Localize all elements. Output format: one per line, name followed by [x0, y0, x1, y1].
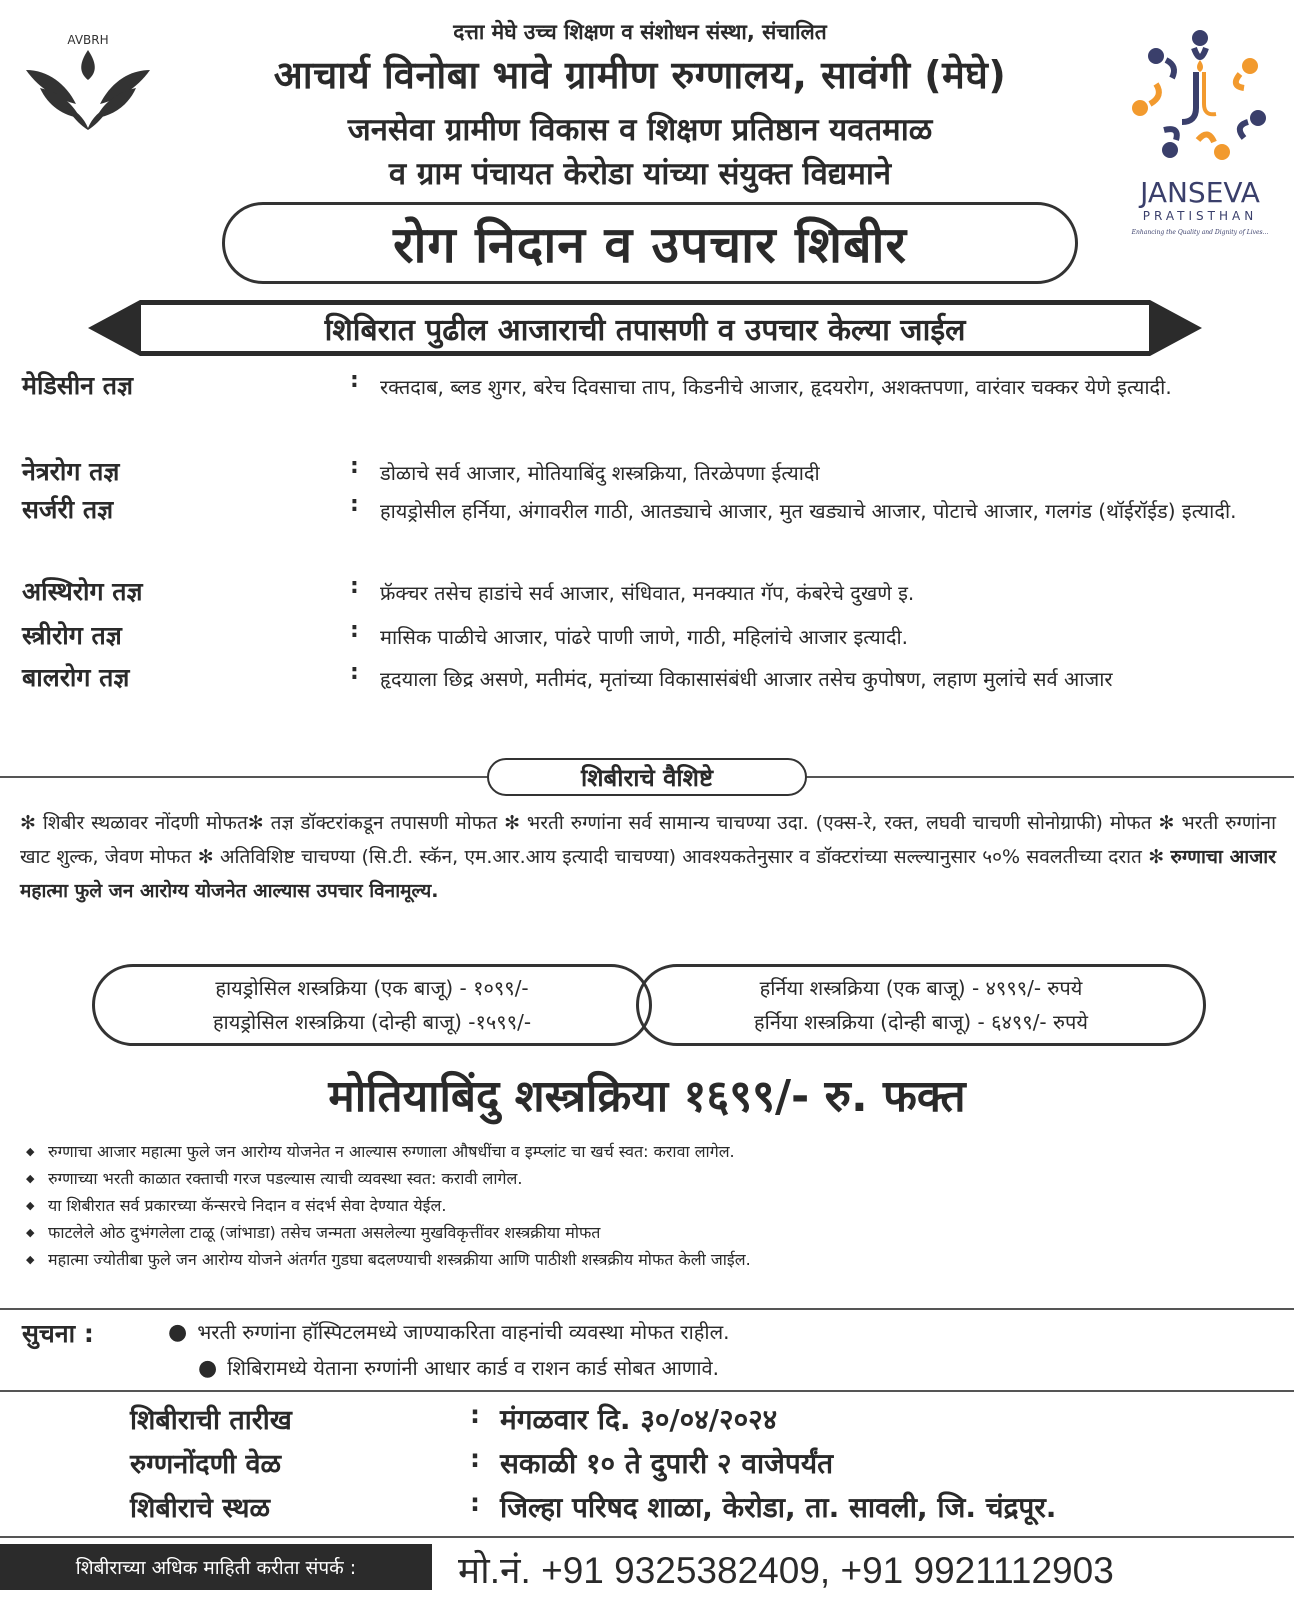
registration-time-label: रुग्णनोंदणी वेळ [130, 1449, 282, 1480]
specialist-row [22, 368, 1282, 454]
divider [0, 1308, 1294, 1310]
divider [0, 1390, 1294, 1392]
price-line: हायड्रोसिल शस्त्रक्रिया (एक बाजू) - १०९९/- [215, 976, 529, 1000]
specialist-name: अस्थिरोग तज्ञ [22, 577, 143, 606]
note-item: ◆ रुग्णाचा आजार महात्मा फुले जन आरोग्य योजनेत न आल्यास रुग्णाला औषधींचा व इम्प्लांट चा खर्च स्वत: करावा लागेल. [26, 1138, 1266, 1165]
note-item: ◆ फाटलेले ओठ दुभंगलेला टाळू (जांभाडा) तसेच जन्मता असलेल्या मुखविकृत्तींवर शस्त्रक्रीया मोफत [26, 1219, 1266, 1246]
avbrh-logo-text: AVBRH [67, 33, 109, 47]
contact-numbers[interactable]: मो.नं. +91 9325382409, +91 9921112903 [458, 1550, 1114, 1591]
specialist-row [22, 454, 1282, 492]
camp-place-label: शिबीराचे स्थळ [130, 1493, 271, 1524]
divider [0, 1536, 1294, 1538]
panchayat-line: व ग्राम पंचायत केरोडा यांच्या संयुक्त विद्यमाने [388, 156, 892, 192]
price-line: हर्निया शस्त्रक्रिया (दोन्ही बाजू) - ६४९९/- रुपये [754, 1010, 1088, 1034]
specialist-name: नेत्ररोग तज्ञ [22, 457, 120, 486]
registration-time-row [130, 1444, 1230, 1484]
camp-date-label: शिबीराची तारीख [130, 1405, 292, 1436]
specialist-description: फ्रॅक्चर तसेच हाडांचे सर्व आजार, संधिवात, मनक्यात गॅप, कंबरेचे दुखणे इ. [380, 581, 915, 605]
specialist-row [22, 660, 1282, 740]
organization-line: दत्ता मेघे उच्च शिक्षण व संशोधन संस्था, संचालित [453, 20, 827, 44]
janseva-logo-name: JANSEVA [1140, 176, 1260, 209]
janseva-logo-tagline: Enhancing the Quality and Dignity of Lives... [1131, 229, 1269, 236]
specialist-row [22, 492, 1282, 574]
avbrh-logo [18, 22, 158, 132]
features-body: ✻ शिबीर स्थळावर नोंदणी मोफत✻ तज्ञ डॉक्टरांकडून तपासणी मोफत ✻ भरती रुग्णांना सर्व सामान्य चाचण्या उदा. (एक्स-रे, रक्त, लघवी चाचणी सोनोग्राफी) मोफत ✻ भरती रुग्णांना खाट शुल्क, जेवण मोफत ✻ अतिविशिष्ट चाचण्या (सि.टी. स्कॅन, एम.आर.आय इत्यादी चाचण्या) आवश्यकतेनुसार व डॉक्टरांच्या सल्ल्यानुसार ५०% सवलतीच्या दरात ✻ [20, 812, 1276, 868]
specialist-description: हायड्रोसील हर्निया, अंगावरील गाठी, आतड्याचे आजार, मुत खड्याचे आजार, पोटाचे आजार, गलगंड (थॉईरॉईड) इत्यादी. [380, 499, 1237, 523]
features-title: शिबीराचे वैशिष्टे [581, 763, 713, 792]
camp-title-box [222, 202, 1078, 284]
contact-label: शिबीराच्या अधिक माहिती करीता संपर्क : [75, 1557, 357, 1579]
janseva-logo [1120, 16, 1280, 246]
price-line: हर्निया शस्त्रक्रिया (एक बाजू) - ४९९९/- रुपये [759, 976, 1083, 1000]
colon: : [350, 368, 359, 393]
features-body-bold: रुग्णाचा आजार महात्मा फुले जन आरोग्य योजनेत आल्यास उपचार विनामूल्य. [20, 846, 1276, 902]
features-title-box [487, 758, 807, 796]
specialist-row [22, 618, 1282, 660]
note-item: ◆ महात्मा ज्योतीबा फुले जन आरोग्य योजने अंतर्गत गुडघा बदलण्याची शस्त्रक्रीया आणि पाठीशी शस्त्रक्रीय मोफत केली जाईल. [26, 1246, 1266, 1273]
colon: : [470, 1444, 480, 1473]
specialist-description: रक्तदाब, ब्लड शुगर, बरेच दिवसाचा ताप, किडनीचे आजार, हृदयरोग, अशक्तपणा, वारंवार चक्कर येणे इत्यादी. [380, 375, 1172, 399]
camp-place-row [130, 1488, 1230, 1528]
suchana-item [168, 1318, 729, 1345]
colon: : [350, 454, 359, 479]
colon: : [350, 492, 359, 517]
note-item: ◆ रुग्णाच्या भरती काळात रक्ताची गरज पडल्यास त्याची व्यवस्था स्वत: करावी लागेल. [26, 1165, 1266, 1192]
specialist-name: स्त्रीरोग तज्ञ [22, 621, 122, 650]
suchana-label: सुचना : [22, 1319, 94, 1348]
hydrocele-price-pill [92, 964, 652, 1046]
contact-label-box [0, 1544, 432, 1590]
hospital-name: आचार्य विनोबा भावे ग्रामीण रुग्णालय, सावंगी (मेघे) [273, 53, 1007, 97]
colon: : [470, 1488, 480, 1517]
specialist-row [22, 574, 1282, 618]
notes-list [26, 1138, 1266, 1273]
bullet-icon: ● [198, 1356, 218, 1381]
camp-title: रोग निदान व उपचार शिबीर [393, 216, 907, 274]
specialist-description: मासिक पाळीचे आजार, पांढरे पाणी जाणे, गाठी, महिलांचे आजार इत्यादी. [380, 625, 909, 649]
camp-date-row [130, 1400, 1230, 1440]
suchana-text: शिबिरामध्ये येताना रुग्णांनी आधार कार्ड व राशन कार्ड सोबत आणावे. [227, 1356, 720, 1380]
pratishthan-line: जनसेवा ग्रामीण विकास व शिक्षण प्रतिष्ठान यवतमाळ [347, 112, 933, 148]
banner-text: शिबिरात पुढील आजाराची तपासणी व उपचार केल्या जाईल [324, 312, 966, 348]
specialist-name: मेडिसीन तज्ञ [22, 371, 134, 400]
specialist-description: डोळाचे सर्व आजार, मोतियाबिंदु शस्त्रक्रिया, तिरळेपणा ईत्यादी [380, 461, 820, 485]
features-text [20, 806, 1276, 908]
suchana-item [198, 1354, 719, 1381]
specialists-list [22, 368, 1282, 740]
specialist-name: सर्जरी तज्ञ [22, 495, 114, 524]
hernia-price-pill [636, 964, 1206, 1046]
bullet-icon: ● [168, 1320, 188, 1345]
suchana-text: भरती रुग्णांना हॉस्पिटलमध्ये जाण्याकरिता वाहनांची व्यवस्था मोफत राहील. [197, 1320, 730, 1344]
specialist-description: हृदयाला छिद्र असणे, मतीमंद, मृतांच्या विकासासंबंधी आजार तसेच कुपोषण, लहाण मुलांचे सर्व आजार [380, 667, 1113, 691]
registration-time-value: सकाळी १० ते दुपारी २ वाजेपर्यंत [500, 1447, 834, 1480]
header [0, 0, 1294, 236]
note-item: ◆ या शिबीरात सर्व प्रकारच्या कॅन्सरचे निदान व संदर्भ सेवा देण्यात येईल. [26, 1192, 1266, 1219]
colon: : [470, 1400, 480, 1429]
camp-place-value: जिल्हा परिषद शाळा, केरोडा, ता. सावली, जि. चंद्रपूर. [500, 1491, 1057, 1524]
cataract-price: मोतियाबिंदु शस्त्रक्रिया १६९९/- रु. फक्त [328, 1071, 966, 1122]
price-line: हायड्रोसिल शस्त्रक्रिया (दोन्ही बाजू) -१५९९/- [212, 1010, 532, 1034]
colon: : [350, 618, 359, 643]
colon: : [350, 660, 359, 685]
colon: : [350, 574, 359, 599]
janseva-logo-sub: PRATISTHAN [1142, 209, 1258, 223]
specialist-name: बालरोग तज्ञ [22, 663, 130, 692]
camp-date-value: मंगळवार दि. ३०/०४/२०२४ [500, 1403, 778, 1436]
